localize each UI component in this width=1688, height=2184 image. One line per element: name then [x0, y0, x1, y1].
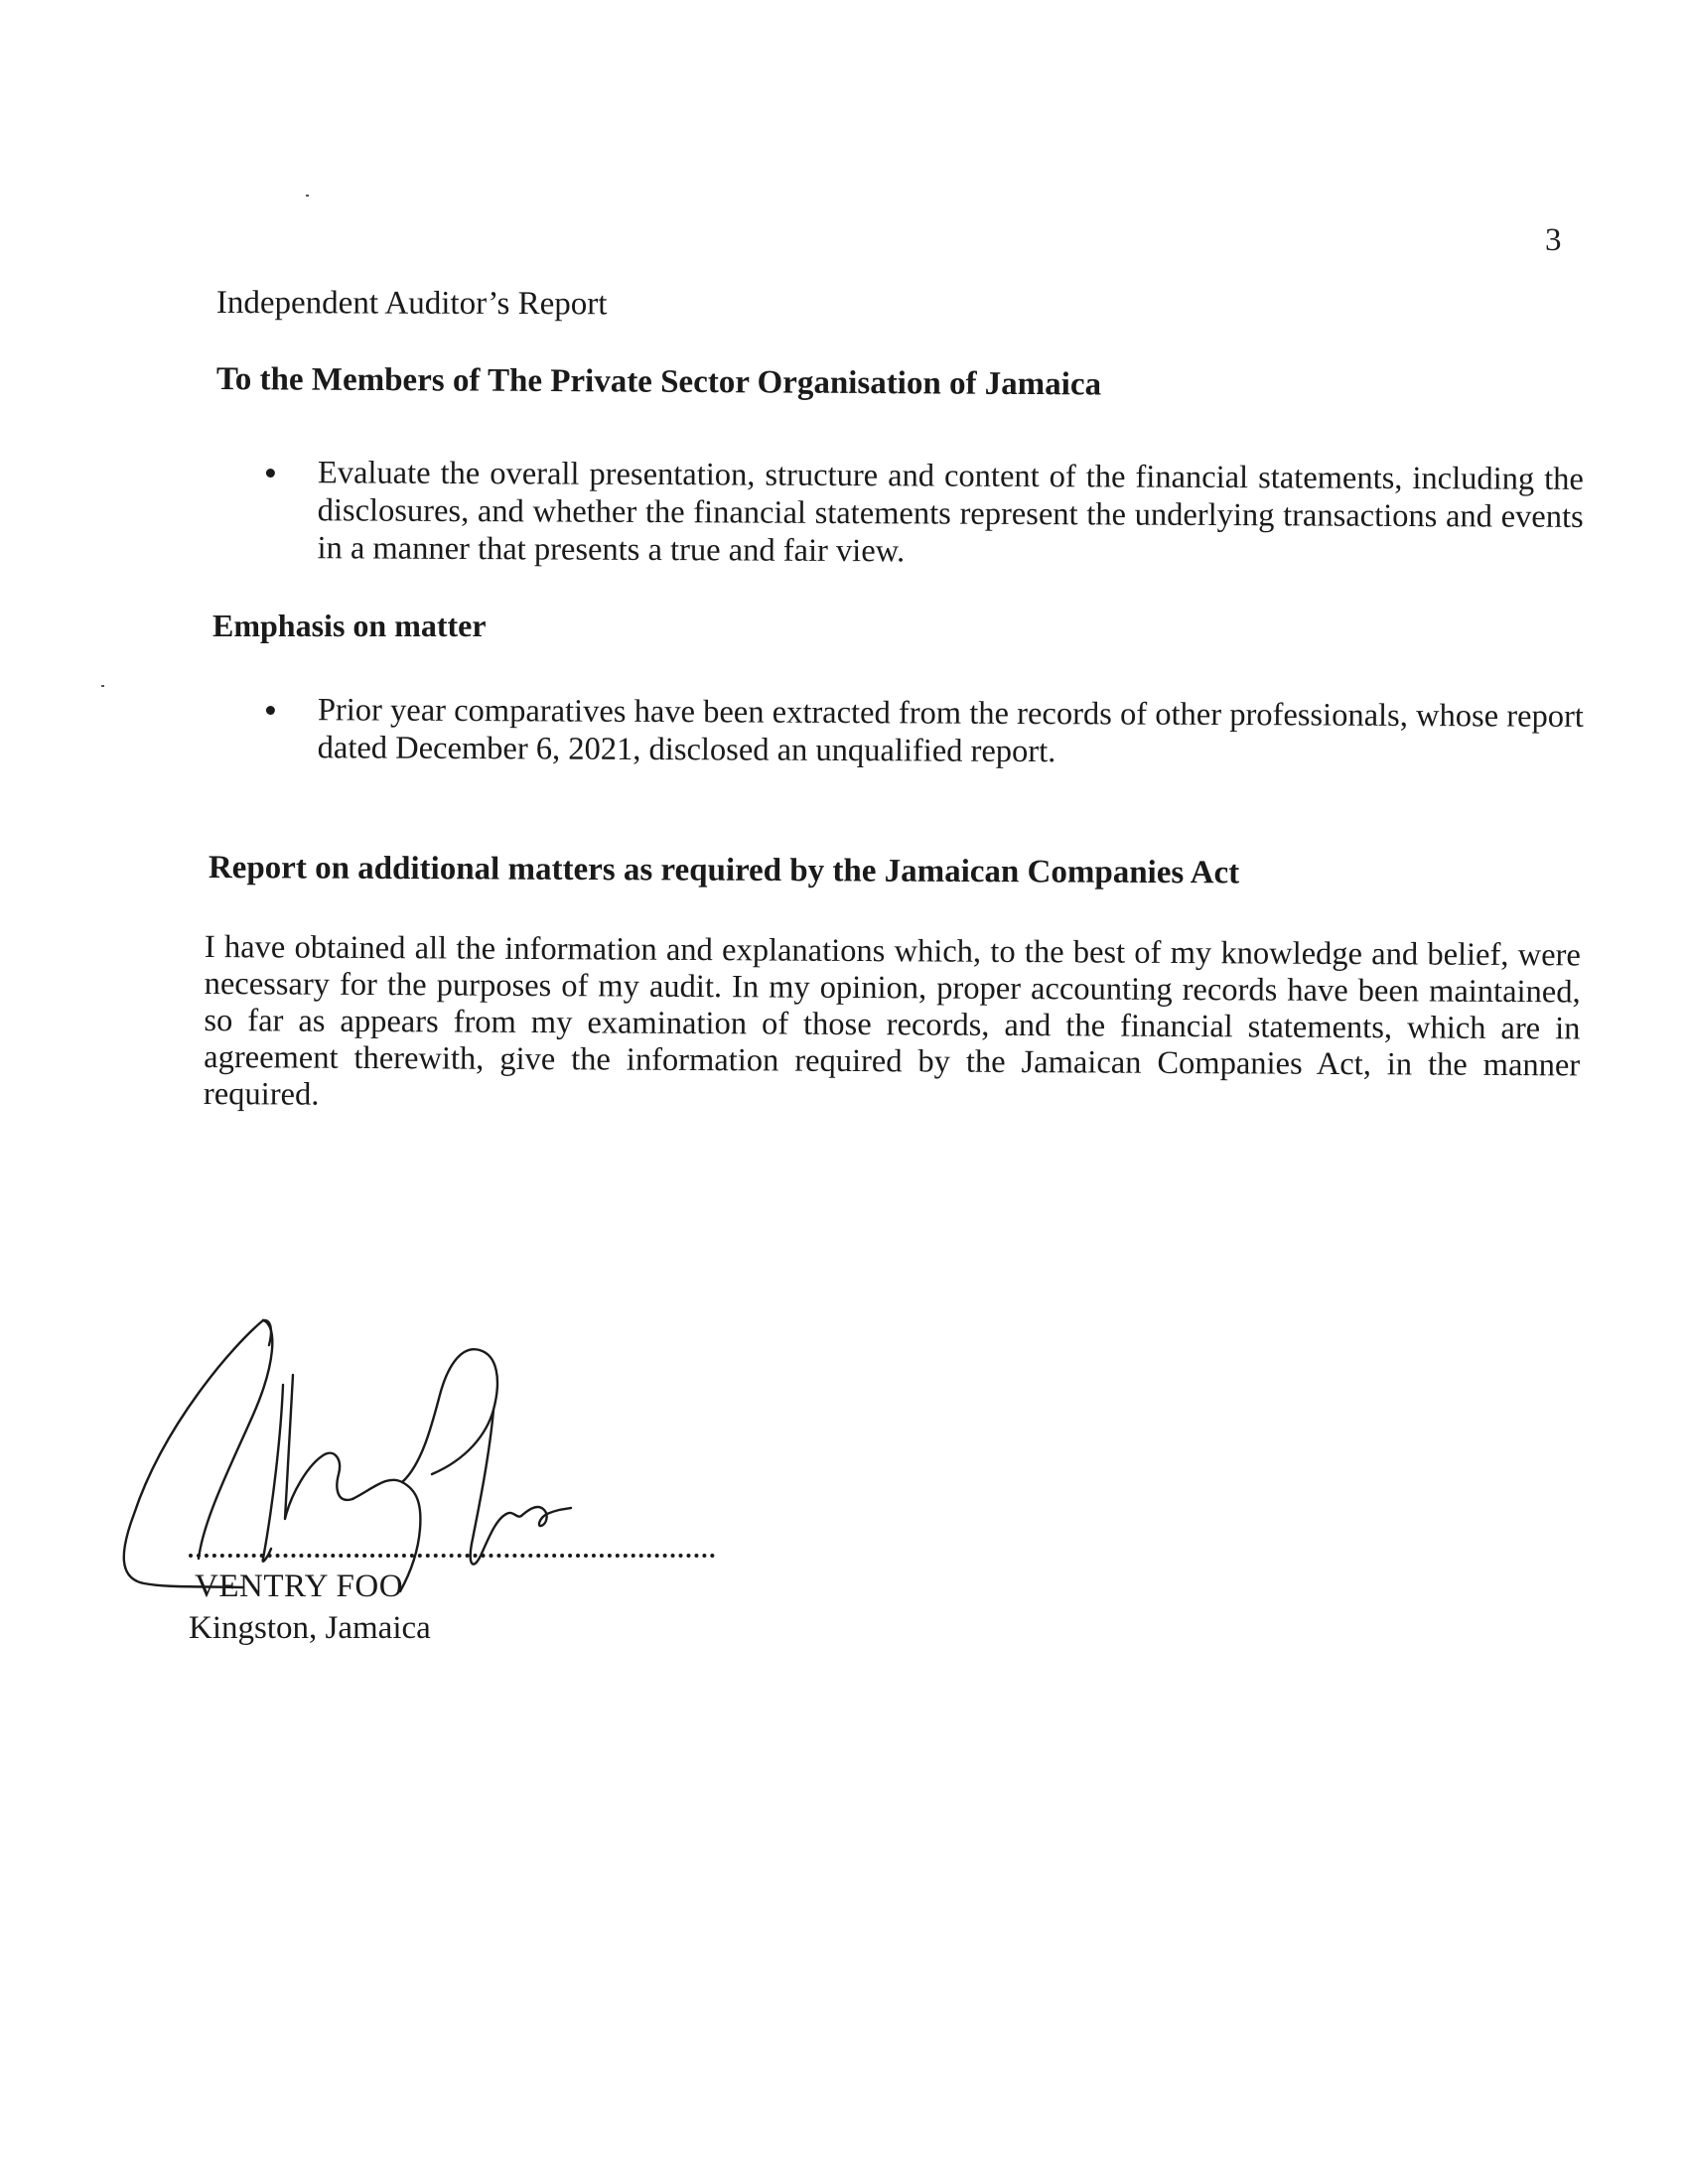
signatory-location: Kingston, Jamaica — [189, 1610, 431, 1646]
bullet-item-prior-year — [268, 691, 1584, 773]
page-number: 3 — [1545, 222, 1562, 258]
handwritten-signature-icon — [104, 1305, 740, 1603]
additional-matters-heading: Report on additional matters as required by the Jamaican Companies Act — [208, 850, 1240, 891]
bullet-text: Evaluate the overall presentation, structure and content of the financial statements, including the disclosures, and whether the financial statements represent the underlying transactions and events in a manner that presents a true and fair view. — [317, 455, 1584, 570]
emphasis-heading: Emphasis on matter — [212, 608, 487, 643]
signatory-name: VENTRY FOO — [195, 1569, 404, 1604]
scan-speck — [101, 685, 104, 687]
scan-speck — [306, 195, 309, 197]
report-title: Independent Auditor’s Report — [215, 285, 608, 323]
bullet-icon — [266, 469, 275, 478]
bullet-text: Prior year comparatives have been extracted from the records of other professionals, whose report dated December 6, 2021, disclosed an unqualified report. — [317, 692, 1584, 770]
bullet-item-evaluate — [267, 454, 1584, 574]
additional-matters-paragraph: I have obtained all the information and explanations which, to the best of my knowledge and belief, were necessary for the purposes of my audit. In my opinion, proper accounting records have been maintained, so far as appears from my examination of those records, and the financial statements, which are in agreement therewith, give the information required by the Jamaican Companies Act, in the manner required. — [203, 929, 1581, 1113]
signature-line — [189, 1554, 715, 1558]
bullet-icon — [266, 706, 275, 715]
addressee-heading: To the Members of The Private Sector Organisation of Jamaica — [215, 361, 1102, 403]
